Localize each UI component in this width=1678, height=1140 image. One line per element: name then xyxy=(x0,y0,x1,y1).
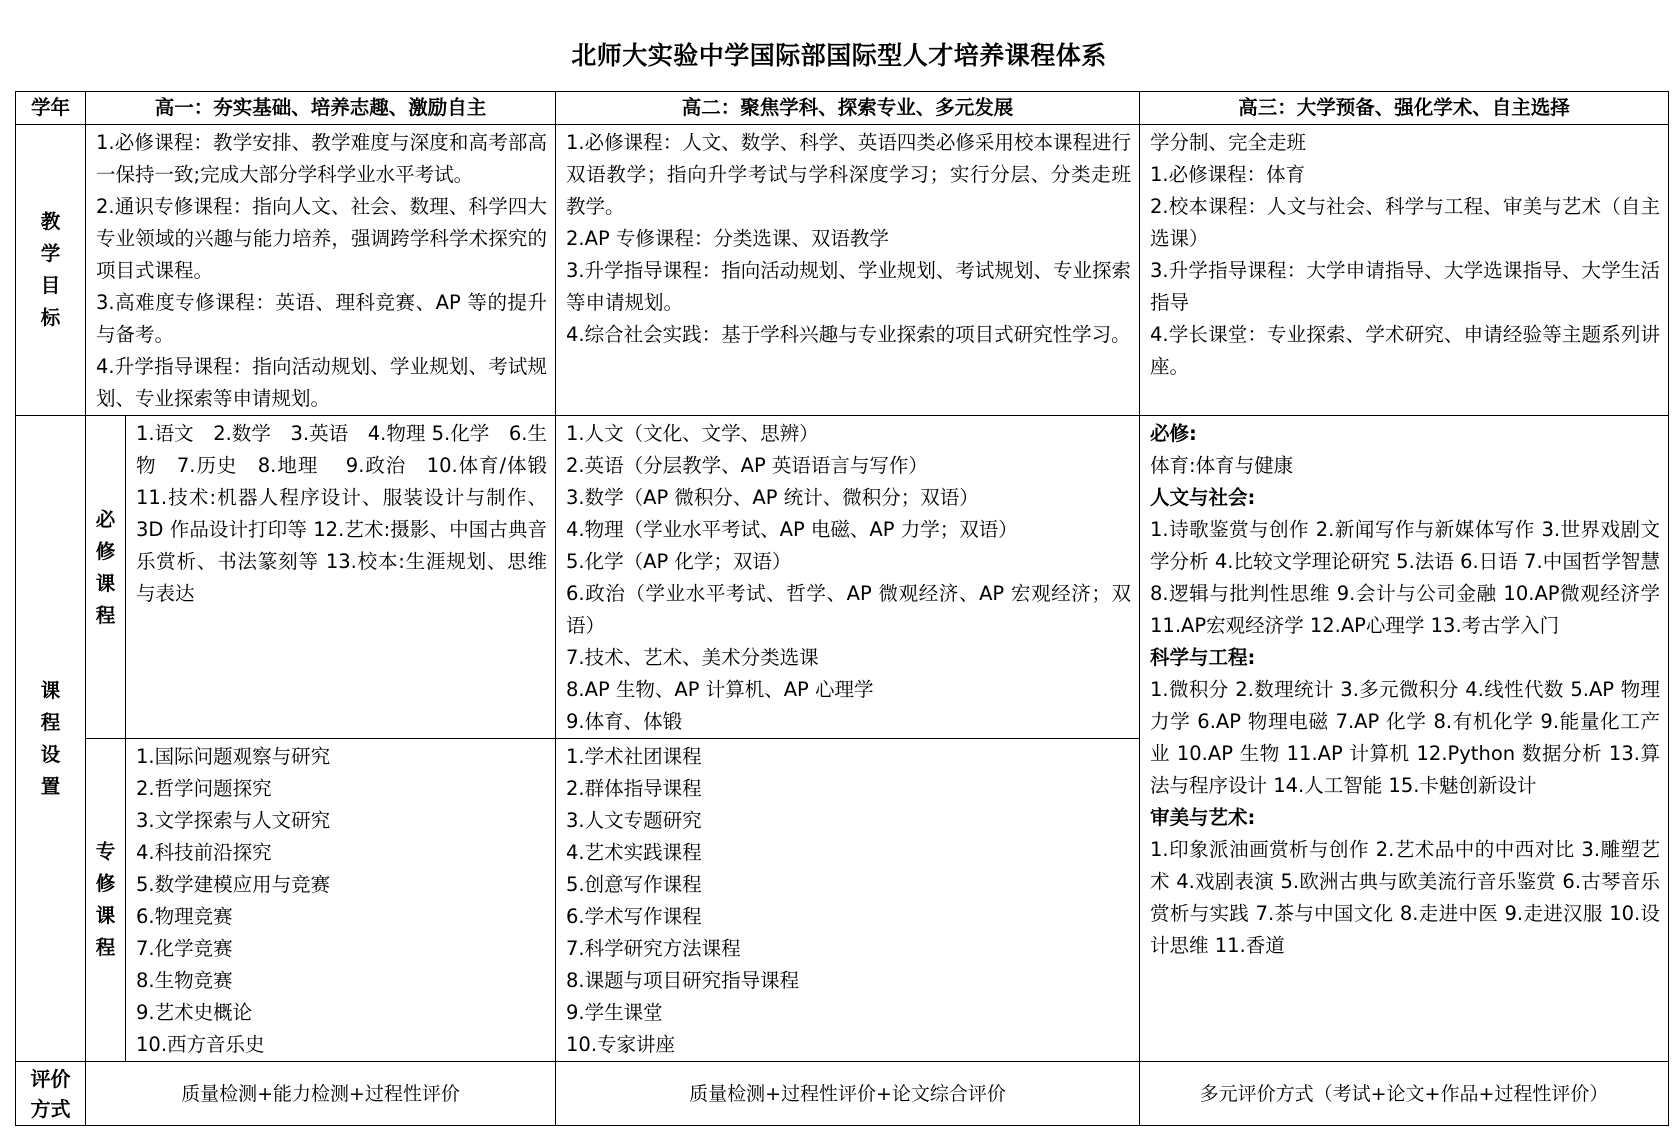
course-item: 4.艺术实践课程 xyxy=(566,841,702,864)
goals-grade-12 xyxy=(1140,125,1669,416)
goal-item: 1.必修课程：教学安排、教学难度与深度和高考部高一保持一致;完成大部分学科学业水平考试。 xyxy=(96,131,548,186)
goals-label xyxy=(16,125,86,416)
course-item: 5.创意写作课程 xyxy=(566,873,702,896)
goal-item: 4.升学指导课程：指向活动规划、学业规划、考试规划、专业探索等申请规划。 xyxy=(96,355,548,410)
evaluation-grade-12: 多元评价方式（考试+论文+作品+过程性评价） xyxy=(1140,1062,1669,1126)
course-item: 6.物理竞赛 xyxy=(136,905,233,928)
required-label-char: 修 xyxy=(95,540,116,563)
goal-item: 4.综合社会实践：基于学科兴趣与专业探索的项目式研究性学习。 xyxy=(566,323,1131,346)
goals-row xyxy=(16,125,1669,416)
course-item: 10.西方音乐史 xyxy=(136,1033,265,1056)
required-label-char: 程 xyxy=(95,604,116,627)
goal-item: 2.通识专修课程：指向人文、社会、数理、科学四大专业领域的兴趣与能力培养，强调跨学科学术探究的项目式课程。 xyxy=(96,195,548,282)
goals-label-char: 标 xyxy=(40,306,61,329)
goals-label-char: 目 xyxy=(40,274,61,297)
goals-label-char: 学 xyxy=(40,242,61,265)
course-item: 2.哲学问题探究 xyxy=(136,777,272,800)
goals-grade-11 xyxy=(556,125,1140,416)
course-item: 5.化学（AP 化学；双语） xyxy=(566,550,792,573)
goal-item: 3.升学指导课程：大学申请指导、大学选课指导、大学生活指导 xyxy=(1150,259,1661,314)
g12-humanities-head: 人文与社会: xyxy=(1150,486,1256,509)
course-item: 1.国际问题观察与研究 xyxy=(136,745,331,768)
course-item: 8.课题与项目研究指导课程 xyxy=(566,969,800,992)
course-item: 8.生物竞赛 xyxy=(136,969,233,992)
course-item: 10.专家讲座 xyxy=(566,1033,676,1056)
courses-label-char: 置 xyxy=(40,774,61,798)
evaluation-row xyxy=(16,1062,1669,1126)
header-row xyxy=(16,92,1669,125)
course-item: 4.科技前沿探究 xyxy=(136,841,272,864)
elective-label-char: 程 xyxy=(95,936,116,959)
evaluation-label xyxy=(16,1062,86,1126)
g12-science-head: 科学与工程: xyxy=(1150,646,1256,669)
goal-item: 1.必修课程：体育 xyxy=(1150,163,1306,186)
course-item: 5.数学建模应用与竞赛 xyxy=(136,873,331,896)
elective-grade-10 xyxy=(126,739,556,1062)
elective-label-char: 修 xyxy=(95,872,116,895)
goals-label-char: 教 xyxy=(40,210,61,233)
courses-label-char: 程 xyxy=(40,710,61,734)
courses-label xyxy=(16,416,86,1062)
required-courses-row xyxy=(16,416,1669,739)
goal-item: 3.升学指导课程：指向活动规划、学业规划、考试规划、专业探索等申请规划。 xyxy=(566,259,1132,314)
g12-arts-head: 审美与艺术: xyxy=(1150,806,1256,829)
course-item: 6.学术写作课程 xyxy=(566,905,702,928)
courses-grade-12 xyxy=(1140,416,1669,1062)
goal-item: 4.学长课堂：专业探索、学术研究、申请经验等主题系列讲座。 xyxy=(1150,323,1661,378)
required-label xyxy=(86,416,126,739)
g12-required-text: 体育:体育与健康 xyxy=(1150,454,1294,477)
evaluation-grade-11: 质量检测+过程性评价+论文综合评价 xyxy=(556,1062,1140,1126)
course-item: 2.英语（分层教学、AP 英语语言与写作） xyxy=(566,454,928,477)
course-item: 3.数学（AP 微积分、AP 统计、微积分；双语） xyxy=(566,486,979,509)
header-grade-12: 高三：大学预备、强化学术、自主选择 xyxy=(1140,92,1669,125)
course-item: 4.物理（学业水平考试、AP 电磁、AP 力学；双语） xyxy=(566,518,1018,541)
required-grade-11 xyxy=(556,416,1140,739)
evaluation-label-line: 方式 xyxy=(30,1096,71,1121)
goals-grade-10 xyxy=(86,125,556,416)
elective-label xyxy=(86,739,126,1062)
header-year: 学年 xyxy=(16,92,86,125)
header-grade-10: 高一：夯实基础、培养志趣、激励自主 xyxy=(86,92,556,125)
course-item: 1.学术社团课程 xyxy=(566,745,702,768)
header-grade-11: 高二：聚焦学科、探索专业、多元发展 xyxy=(556,92,1140,125)
required-course-text: 1.语文 2.数学 3.英语 4.物理 5.化学 6.生物 7.历史 8.地理 9.政治 10.体育/体锻 11.技术:机器人程序设计、服装设计与制作、3D 作品设计打印等 12.艺术:摄影、中国古典音乐赏析、书法篆刻等 13.校本:生涯规划、思维与表达 xyxy=(136,422,548,605)
goal-item: 1.必修课程：人文、数学、科学、英语四类必修采用校本课程进行双语教学；指向升学考试与学科深度学习；实行分层、分类走班教学。 xyxy=(566,131,1132,218)
elective-grade-11 xyxy=(556,739,1140,1062)
page-title: 北师大实验中学国际部国际型人才培养课程体系 xyxy=(571,41,1107,70)
course-item: 8.AP 生物、AP 计算机、AP 心理学 xyxy=(566,678,874,701)
g12-arts-text: 1.印象派油画赏析与创作 2.艺术品中的中西对比 3.雕塑艺术 4.戏剧表演 5.欧洲古典与欧美流行音乐鉴赏 6.古琴音乐赏析与实践 7.茶与中国文化 8.走进中医 9.走进汉服 10.设计思维 11.香道 xyxy=(1150,838,1661,957)
course-item: 1.人文（文化、文学、思辨） xyxy=(566,422,819,445)
goal-item: 2.校本课程：人文与社会、科学与工程、审美与艺术（自主选课） xyxy=(1150,195,1661,250)
course-item: 2.群体指导课程 xyxy=(566,777,702,800)
course-item: 9.学生课堂 xyxy=(566,1001,663,1024)
curriculum-table xyxy=(15,91,1669,1126)
course-item: 7.科学研究方法课程 xyxy=(566,937,741,960)
elective-label-char: 专 xyxy=(95,840,116,863)
course-item: 3.人文专题研究 xyxy=(566,809,702,832)
required-label-char: 课 xyxy=(95,572,116,595)
goal-item: 学分制、完全走班 xyxy=(1150,131,1307,154)
g12-science-text: 1.微积分 2.数理统计 3.多元微积分 4.线性代数 5.AP 物理力学 6.AP 物理电磁 7.AP 化学 8.有机化学 9.能量化工产业 10.AP 生物 11.AP 计算机 12.Python 数据分析 13.算法与程序设计 14.人工智能 15.卡魅创新设计 xyxy=(1150,678,1661,797)
elective-label-char: 课 xyxy=(95,904,116,927)
course-item: 9.艺术史概论 xyxy=(136,1001,253,1024)
course-item: 3.文学探索与人文研究 xyxy=(136,809,331,832)
evaluation-grade-10: 质量检测+能力检测+过程性评价 xyxy=(86,1062,556,1126)
course-item: 7.技术、艺术、美术分类选课 xyxy=(566,646,819,669)
required-grade-10 xyxy=(126,416,556,739)
g12-required-head: 必修: xyxy=(1150,422,1197,445)
goal-item: 3.高难度专修课程：英语、理科竞赛、AP 等的提升与备考。 xyxy=(96,291,548,346)
courses-label-char: 设 xyxy=(40,742,61,766)
course-item: 7.化学竞赛 xyxy=(136,937,233,960)
course-item: 9.体育、体锻 xyxy=(566,710,683,733)
evaluation-label-line: 评价 xyxy=(30,1066,71,1091)
required-label-char: 必 xyxy=(95,508,116,531)
goal-item: 2.AP 专修课程：分类选课、双语教学 xyxy=(566,227,889,250)
g12-humanities-text: 1.诗歌鉴赏与创作 2.新闻写作与新媒体写作 3.世界戏剧文学分析 4.比较文学理论研究 5.法语 6.日语 7.中国哲学智慧 8.逻辑与批判性思维 9.会计与公司金融 10.AP微观经济学 11.AP宏观经济学 12.AP心理学 13.考古学入门 xyxy=(1150,518,1661,637)
courses-label-char: 课 xyxy=(40,678,61,702)
course-item: 6.政治（学业水平考试、哲学、AP 微观经济、AP 宏观经济；双语） xyxy=(566,582,1132,637)
